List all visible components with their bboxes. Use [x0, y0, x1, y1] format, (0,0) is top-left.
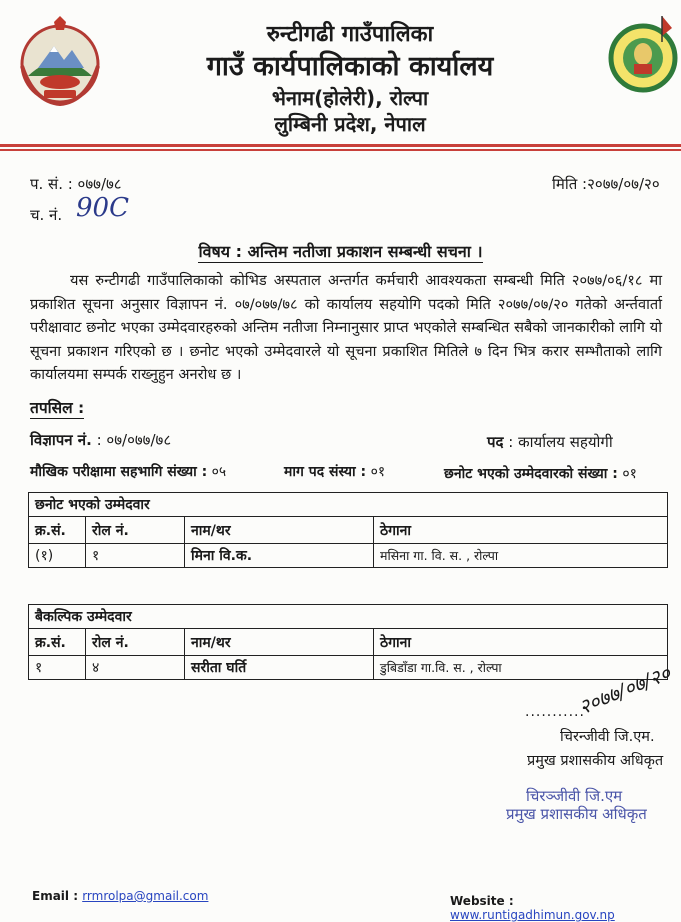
letter-date: मिति :२०७७/०७/२०: [552, 175, 660, 193]
table-row: [29, 544, 668, 568]
signature-line: ...........: [525, 704, 585, 720]
stamp-name: चिरञ्जीवी जि.एम: [526, 787, 623, 805]
row-name: मिना वि.क.: [185, 544, 374, 568]
col-name: नाम/थर: [185, 629, 374, 656]
dispatch-label: च. नं.: [30, 206, 63, 224]
selected-count-value: ०१: [622, 466, 637, 482]
email-label: Email :: [32, 889, 79, 903]
footer-email: [32, 889, 208, 903]
subject-text: विषय : अन्तिम नतीजा प्रकाशन सम्बन्धी सचना ।: [198, 242, 483, 261]
reference-number: प. सं. : ०७७/७८: [30, 175, 122, 193]
signatory-name: चिरन्जीवी जि.एम.: [560, 729, 655, 745]
col-roll: रोल नं.: [86, 629, 185, 656]
row-roll: १: [86, 544, 185, 568]
details-heading: तपसिल :: [30, 396, 84, 419]
municipality-logo-icon: [608, 14, 678, 100]
col-sn: क्र.सं.: [29, 629, 86, 656]
selected-count-label: छनोट भएको उम्मेदवारको संख्या :: [444, 466, 618, 482]
website-label: Website :: [450, 894, 514, 908]
signature-scrawl: २०७७/०७/२०: [575, 660, 674, 720]
website-link[interactable]: www.runtigadhimun.gov.np: [450, 908, 615, 922]
nepal-emblem-icon: [14, 16, 106, 108]
demand-post-label: माग पद संस्या :: [284, 464, 367, 480]
footer-website: [450, 894, 681, 922]
header-province: लुम्बिनी प्रदेश, नेपाल: [274, 112, 426, 136]
alternate-candidates-table: [28, 604, 668, 680]
ad-number-row: [30, 430, 171, 450]
row-sn: (१): [29, 544, 86, 568]
header-municipality-name: रुन्टीगढी गाउँपालिका: [266, 22, 434, 47]
ad-number-value: : ०७/०७७/७८: [96, 431, 172, 449]
row-address: डुबिडाँडा गा.वि. स. , रोल्पा: [374, 656, 668, 680]
stamp-title: प्रमुख प्रशासकीय अधिकृत: [506, 805, 647, 823]
col-sn: क्र.सं.: [29, 517, 86, 544]
email-link[interactable]: rrmrolpa@gmail.com: [82, 889, 209, 903]
oral-exam-row: [30, 462, 226, 481]
dispatch-number: 90C: [76, 193, 129, 223]
signatory-title: प्रमुख प्रशासकीय अधिकृत: [527, 753, 664, 769]
subject-line: [0, 240, 681, 262]
post-row: [487, 432, 613, 452]
header-office-name: गाउँ कार्यपालिकाको कार्यालय: [206, 51, 494, 82]
header-address: भेनाम(होलेरी), रोल्पा: [271, 86, 429, 110]
row-sn: १: [29, 656, 86, 680]
col-roll: रोल नं.: [86, 517, 185, 544]
row-roll: ४: [86, 656, 185, 680]
alternate-table-title: बैकल्पिक उम्मेदवार: [29, 605, 668, 629]
selected-candidates-table: [28, 492, 668, 568]
header-divider: [0, 144, 681, 147]
oral-exam-value: ०५: [211, 464, 227, 480]
notice-body: यस रुन्टीगढी गाउँपालिकाको कोभिड अस्पताल अन्तर्गत कर्मचारी आवश्यकता सम्बन्धी मिति २०७७/०६/१८ मा प्रकाशित सूचना अनुसार विज्ञापन नं. ०७/०७७/७८ को कार्यालय सहयोगि पदको मिति २०७७/०७/२० गतेको अर्न्तवार्ता परीक्षावाट छनोट भएका उम्मेदवारहरुको अन्तिम नतीजा निम्नानुसार प्राप्त भएकोले सम्बन्धित सबैको जानकारीको लागि यो सूचना प्रकाशन गरिएको छ । छनोट भएको उम्मेदवारले यो सूचना प्रकाशित मितिले ७ दिन भित्र करार सम्भौताको लागि कार्यालयमा सम्पर्क राख्नुहुन अनरोध छ ।: [30, 272, 662, 383]
row-address: मसिना गा. वि. स. , रोल्पा: [374, 544, 668, 568]
post-value: : कार्यालय सहयोगी: [508, 433, 613, 451]
row-name: सरीता घर्ति: [185, 656, 374, 680]
header-divider-thin: [0, 149, 681, 151]
demand-post-value: ०१: [370, 464, 386, 480]
col-address: ठेगाना: [374, 629, 668, 656]
table-row: [29, 656, 668, 680]
col-name: नाम/थर: [185, 517, 374, 544]
demand-post-row: [284, 462, 385, 481]
selected-table-title: छनोट भएको उम्मेदवार: [29, 493, 668, 517]
post-label: पद: [487, 433, 504, 451]
oral-exam-label: मौखिक परीक्षामा सहभागि संख्या :: [30, 464, 208, 480]
selected-count-row: [444, 464, 637, 483]
ad-number-label: विज्ञापन नं.: [30, 431, 92, 449]
col-address: ठेगाना: [374, 517, 668, 544]
